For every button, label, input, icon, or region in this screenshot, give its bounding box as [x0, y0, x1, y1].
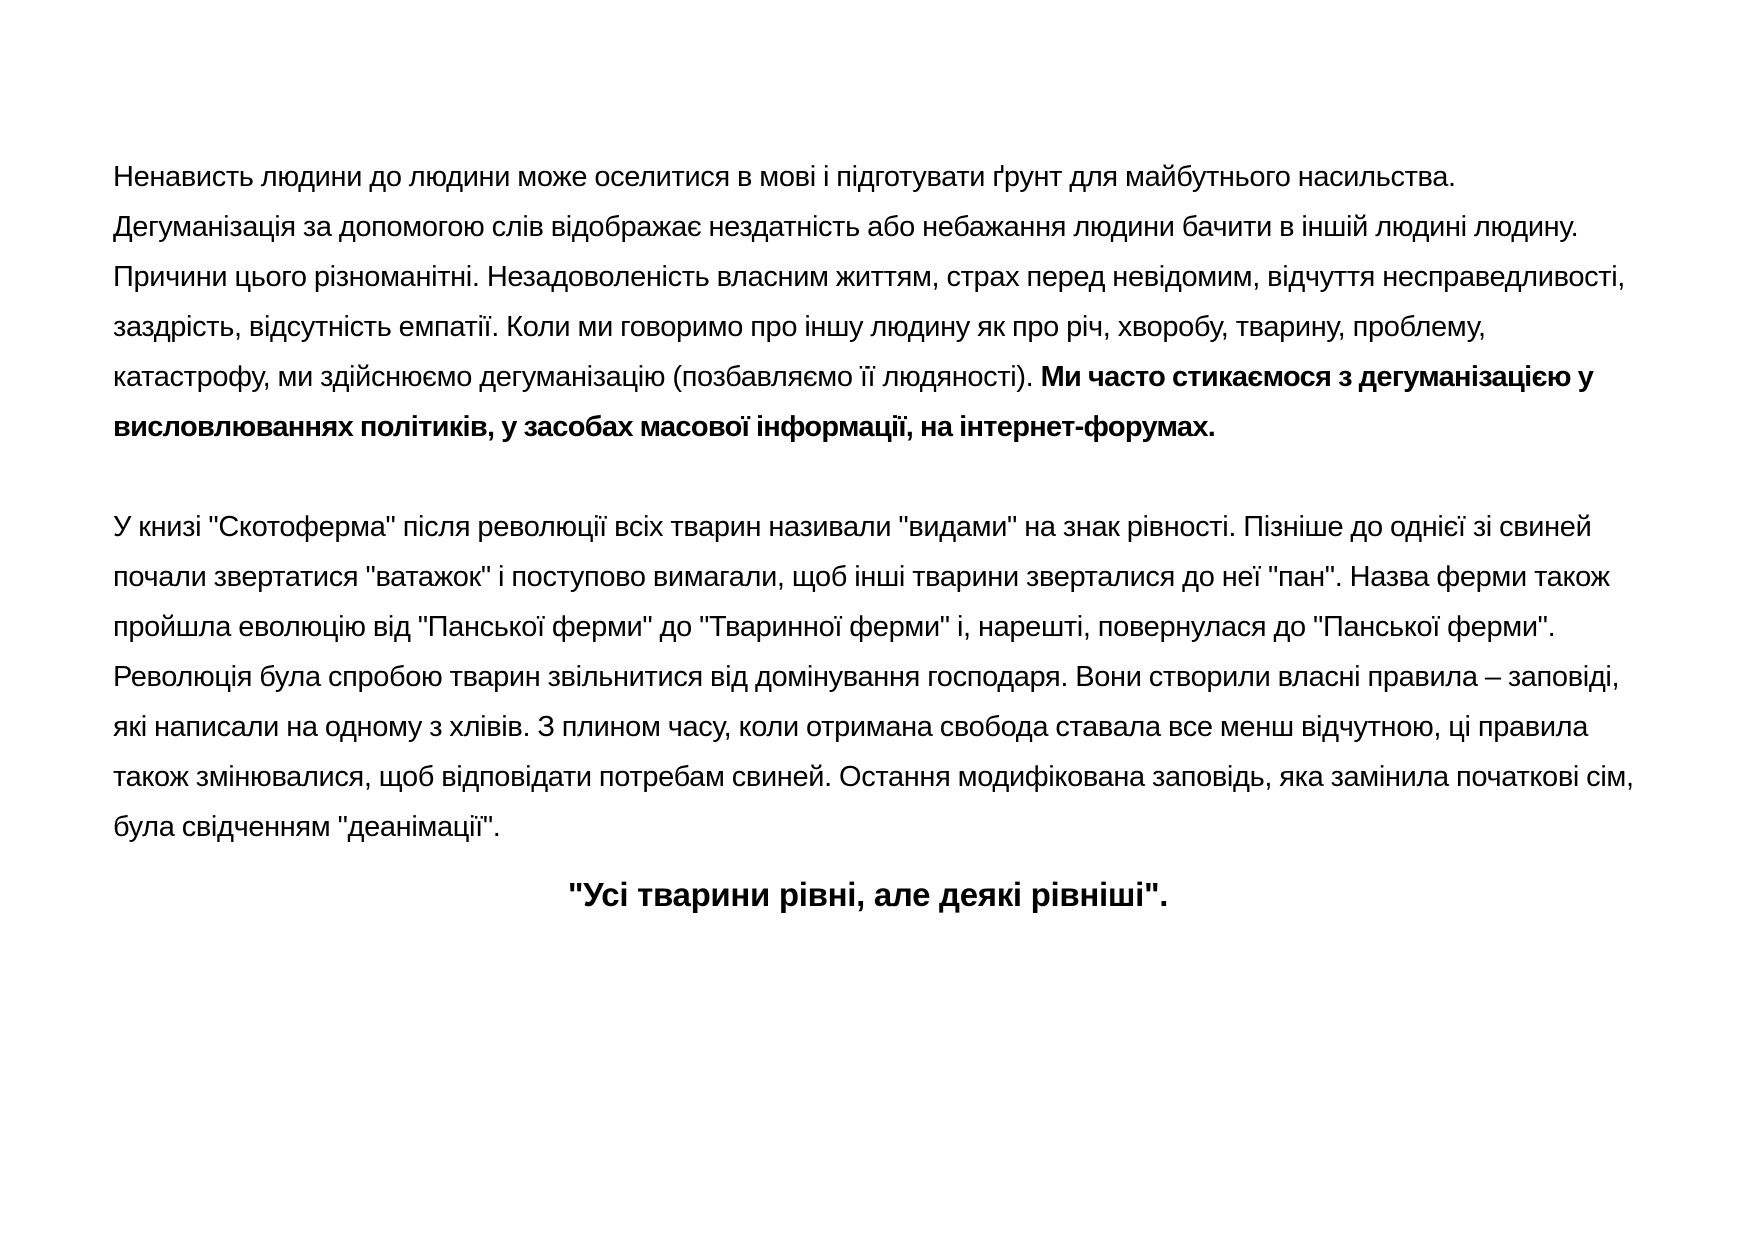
paragraph-2-text: У книзі "Скотоферма" після революції всіх тварин називали "видами" на знак рівності. Пізніше до однієї зі свиней почали звертатися "ватажок" і поступово вимагали, щоб інші тварини зверталися до неї "пан". Назва ферми також пройшла еволюцію від "Панської ферми" до "Тваринної ферми" і, нарешті, повернулася до "Панської ферми". Революція була спробою тварин звільнитися від домінування господаря. Вони створили власні правила – заповіді, які написали на одному з хлівів. З плином часу, коли отримана свобода ставала все менш відчутною, ці правила також змінювалися, щоб відповідати потребам свиней. Остання модифікована заповідь, яка замінила початкові сім, була свідченням "деанімації".: [113, 511, 1634, 843]
closing-quote: "Усі тварини рівні, але деякі рівніші".: [567, 876, 1169, 913]
paragraph-1-text: Ненависть людини до людини може оселитися в мові і підготувати ґрунт для майбутнього насильства. Дегуманізація за допомогою слів відображає нездатність або небажання людини бачити в іншій людині людину. Причини цього різноманітні. Незадоволеність власним життям, страх перед невідомим, відчуття несправедливості, заздрість, відсутність емпатії. Коли ми говоримо про іншу людину як про річ, хворобу, тварину, проблему, катастрофу, ми здійснюємо дегуманізацію (позбавляємо її людяності).: [113, 161, 1625, 393]
paragraph-1-bold-text: Ми часто стикаємося з дегуманізацією у висловлюваннях політиків, у засобах масової інформації, на інтернет-форумах.: [113, 361, 1594, 443]
paragraph-animal-farm: [113, 502, 1643, 852]
paragraph-dehumanization: [113, 152, 1643, 452]
document-body: [113, 152, 1643, 920]
